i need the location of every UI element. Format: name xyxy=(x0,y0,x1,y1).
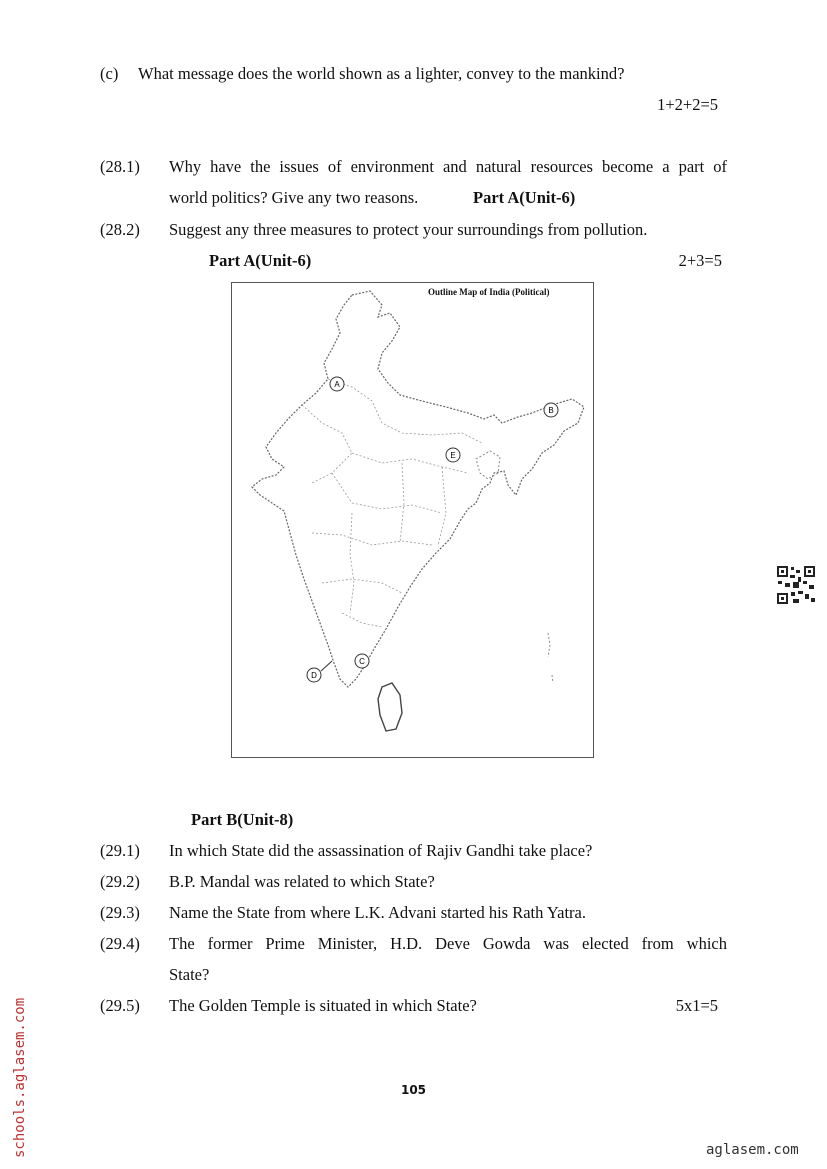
question-number: (29.2) xyxy=(100,872,140,891)
state-lines xyxy=(302,379,482,627)
marker-a xyxy=(330,377,344,391)
marker-b-label: B xyxy=(548,406,554,415)
marker-e xyxy=(446,448,460,462)
question-text: In which State did the assassination of Rajiv Gandhi take place? xyxy=(169,841,593,860)
map-outline xyxy=(232,283,592,756)
question-label: (c) xyxy=(100,64,119,83)
question-number: (28.1) xyxy=(100,157,140,176)
question-text: Name the State from where L.K. Advani started his Rath Yatra. xyxy=(169,903,586,922)
question-text: The former Prime Minister, H.D. Deve Gowda was elected from which xyxy=(169,934,727,953)
marker-d-label: D xyxy=(311,671,317,680)
section-heading: Part B(Unit-8) xyxy=(191,810,294,829)
marks: 5x1=5 xyxy=(675,996,718,1015)
sri-lanka xyxy=(378,683,402,731)
question-text: Suggest any three measures to protect your surroundings from pollution. xyxy=(169,220,648,239)
question-text: B.P. Mandal was related to which State? xyxy=(169,872,435,891)
qr-code xyxy=(776,565,816,605)
question-number: (29.4) xyxy=(100,934,140,953)
question-text: Why have the issues of environment and natural resources become a part of xyxy=(169,157,727,176)
marks: 1+2+2=5 xyxy=(657,95,718,114)
bottom-watermark: aglasem.com xyxy=(706,1142,799,1158)
india-outline-map xyxy=(231,282,594,758)
marker-a-label: A xyxy=(334,380,340,389)
marker-b xyxy=(544,403,558,417)
andaman-islands xyxy=(548,633,553,683)
question-text-continued: world politics? Give any two reasons. xyxy=(169,188,419,207)
part-label: Part A(Unit-6) xyxy=(473,188,576,207)
question-text: The Golden Temple is situated in which State? xyxy=(169,996,477,1015)
question-number: (29.5) xyxy=(100,996,140,1015)
marker-c xyxy=(355,654,369,668)
question-text-continued: State? xyxy=(169,965,210,984)
map-title: Outline Map of India (Political) xyxy=(428,287,550,297)
question-number: (28.2) xyxy=(100,220,140,239)
page-number: 105 xyxy=(400,1083,427,1097)
marker-e-label: E xyxy=(450,451,456,460)
marker-c-label: C xyxy=(359,657,365,666)
side-watermark: schools.aglasem.com xyxy=(12,997,28,1158)
question-number: (29.1) xyxy=(100,841,140,860)
question-text: What message does the world shown as a lighter, convey to the mankind? xyxy=(138,64,625,83)
marks: 2+3=5 xyxy=(678,251,722,270)
question-number: (29.3) xyxy=(100,903,140,922)
india-boundary xyxy=(252,291,584,687)
east-boundary xyxy=(476,451,500,479)
marker-d xyxy=(307,661,332,682)
section-heading: Part A(Unit-6) xyxy=(209,251,312,270)
